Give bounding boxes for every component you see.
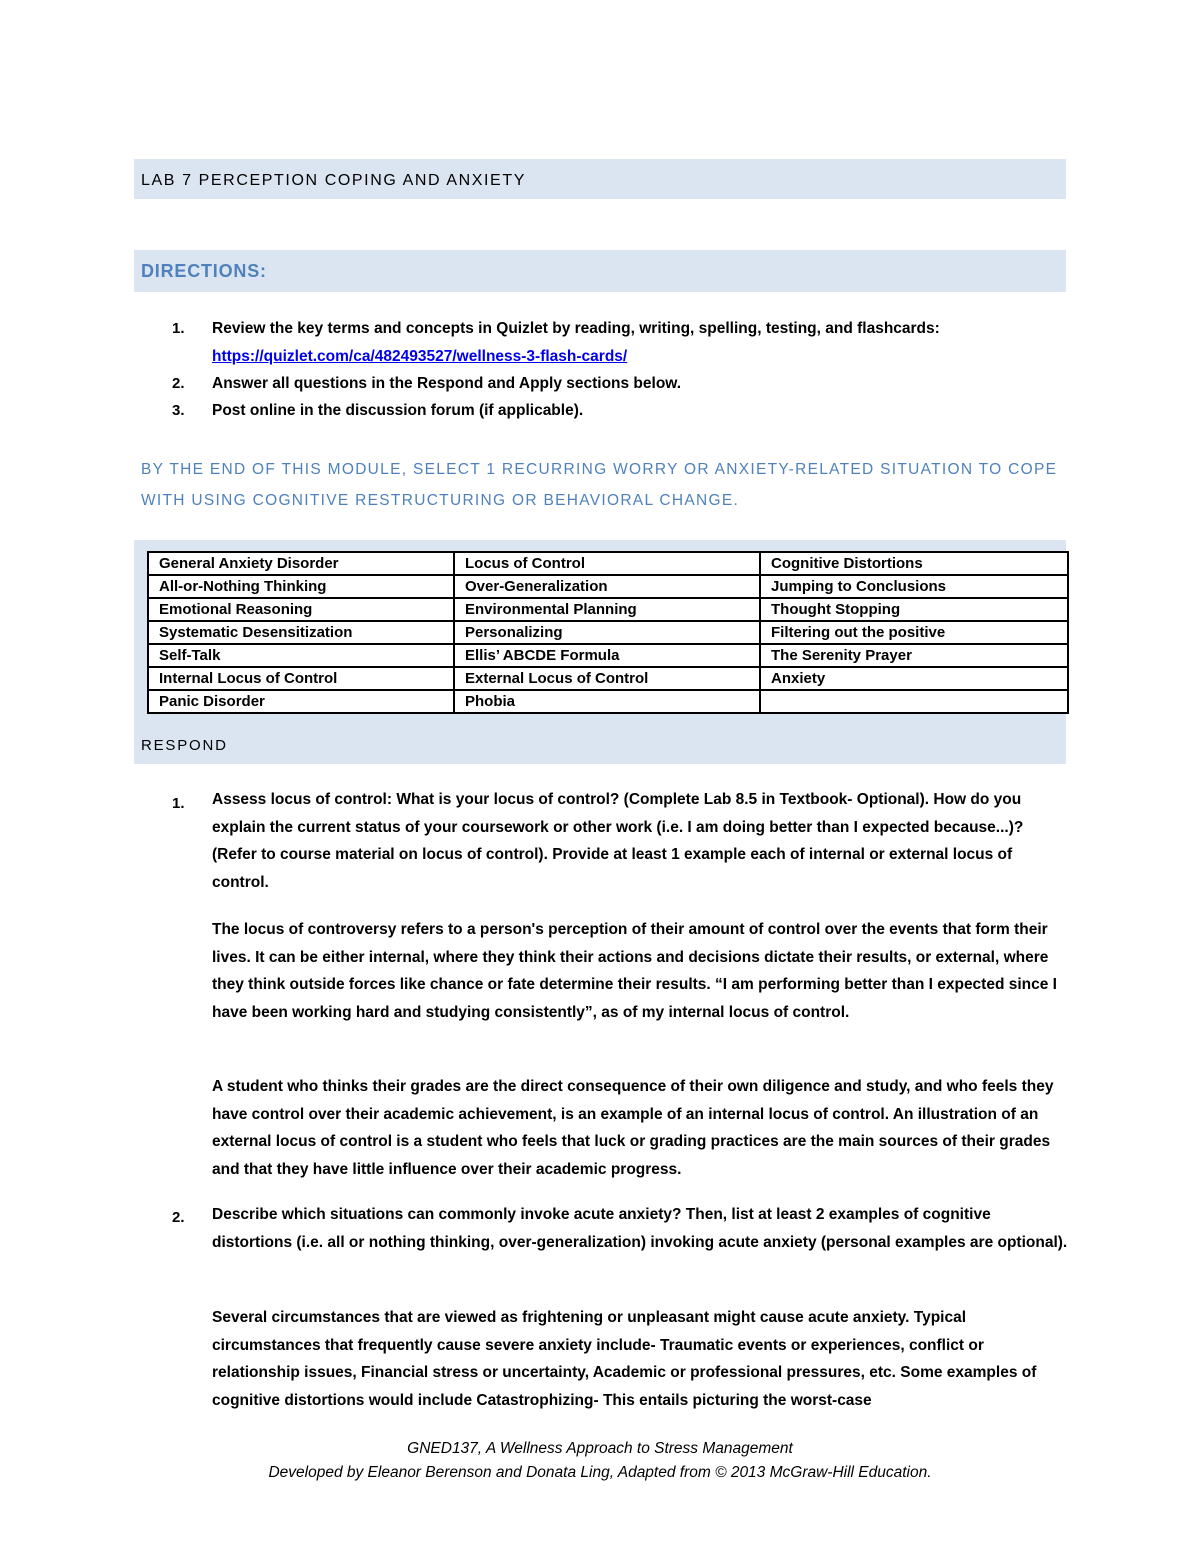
table-cell: Cognitive Distortions bbox=[760, 552, 1068, 575]
table-cell: Locus of Control bbox=[454, 552, 760, 575]
table-cell: External Locus of Control bbox=[454, 667, 760, 690]
respond-heading: RESPOND bbox=[141, 737, 228, 754]
directions-item-2: Answer all questions in the Respond and Apply sections below. bbox=[212, 375, 682, 392]
table-cell: Over-Generalization bbox=[454, 575, 760, 598]
footer-course-line: GNED137, A Wellness Approach to Stress Management bbox=[407, 1440, 793, 1457]
table-cell: Environmental Planning bbox=[454, 598, 760, 621]
directions-item-3: Post online in the discussion forum (if applicable). bbox=[212, 402, 584, 419]
table-cell: Thought Stopping bbox=[760, 598, 1068, 621]
table-cell: Internal Locus of Control bbox=[148, 667, 454, 690]
table-cell: Personalizing bbox=[454, 621, 760, 644]
table-cell: Ellis’ ABCDE Formula bbox=[454, 644, 760, 667]
table-cell: Systematic Desensitization bbox=[148, 621, 454, 644]
table-cell: All-or-Nothing Thinking bbox=[148, 575, 454, 598]
page-footer bbox=[0, 1437, 1200, 1485]
table-cell: Phobia bbox=[454, 690, 760, 713]
table-cell: Anxiety bbox=[760, 667, 1068, 690]
page-title: LAB 7 PERCEPTION COPING AND ANXIETY bbox=[141, 172, 526, 189]
lab-title-band bbox=[134, 159, 1066, 199]
directions-band bbox=[134, 250, 1066, 292]
table-row bbox=[148, 621, 1068, 644]
key-terms-table bbox=[147, 551, 1069, 714]
question-1-answer-2: A student who thinks their grades are the direct consequence of their own diligence and study, and who feels they have control over their academic achievement, is an example of an internal locus of control. An illustration of an external locus of control is a student who feels that luck or grading practices are the main sources of their grades and that they have little influence over their academic progress. bbox=[212, 1078, 1054, 1178]
table-row bbox=[148, 690, 1068, 713]
table-cell: General Anxiety Disorder bbox=[148, 552, 454, 575]
table-cell: Self-Talk bbox=[148, 644, 454, 667]
directions-heading: DIRECTIONS: bbox=[141, 261, 267, 281]
directions-item-1 bbox=[212, 315, 1068, 370]
table-row bbox=[148, 575, 1068, 598]
table-cell bbox=[760, 690, 1068, 713]
table-cell: Jumping to Conclusions bbox=[760, 575, 1068, 598]
directions-item-1-number: 1. bbox=[172, 320, 185, 337]
table-row bbox=[148, 667, 1068, 690]
question-1-answer-1: The locus of controversy refers to a person's perception of their amount of control over the events that form their lives. It can be either internal, where they think their actions and decisions dictate their results, or external, where they think outside forces like chance or fate determine their results. “I am performing better than I expected since I have been working hard and studying consistently”, as of my internal locus of control. bbox=[212, 921, 1057, 1021]
table-row bbox=[148, 644, 1068, 667]
question-1-text: Assess locus of control: What is your locus of control? (Complete Lab 8.5 in Textbook- Optional). How do you explain the current status of your coursework or other work (i.e. I am doing better than I expected because...)? (Refer to course material on locus of control). Provide at least 1 example each of internal or external locus of control. bbox=[212, 791, 1024, 891]
table-cell: Panic Disorder bbox=[148, 690, 454, 713]
question-1-number: 1. bbox=[172, 795, 185, 812]
footer-credit-line: Developed by Eleanor Berenson and Donata Ling, Adapted from © 2013 McGraw-Hill Education. bbox=[268, 1464, 932, 1481]
table-row bbox=[148, 552, 1068, 575]
directions-item-2-number: 2. bbox=[172, 375, 185, 392]
table-cell: The Serenity Prayer bbox=[760, 644, 1068, 667]
module-goal-note: BY THE END OF THIS MODULE, SELECT 1 RECURRING WORRY OR ANXIETY-RELATED SITUATION TO COPE WITH USING COGNITIVE RESTRUCTURING OR BEHAVIORAL CHANGE. bbox=[141, 461, 1058, 509]
table-row bbox=[148, 598, 1068, 621]
table-cell: Filtering out the positive bbox=[760, 621, 1068, 644]
question-2-answer-1: Several circumstances that are viewed as frightening or unpleasant might cause acute anxiety. Typical circumstances that frequently cause severe anxiety include- Traumatic events or experiences, conflict or relationship issues, Financial stress or uncertainty, Academic or professional pressures, etc. Some examples of cognitive distortions would include Catastrophizing- This entails picturing the worst-case bbox=[212, 1309, 1037, 1409]
question-2-number: 2. bbox=[172, 1209, 185, 1226]
directions-item-3-number: 3. bbox=[172, 402, 185, 419]
question-2-text: Describe which situations can commonly invoke acute anxiety? Then, list at least 2 examples of cognitive distortions (i.e. all or nothing thinking, over-generalization) invoking acute anxiety (personal examples are optional). bbox=[212, 1206, 1068, 1251]
quizlet-link[interactable]: https://quizlet.com/ca/482493527/wellness-3-flash-cards/ bbox=[212, 347, 628, 365]
directions-item-1-text: Review the key terms and concepts in Quizlet by reading, writing, spelling, testing, and flashcards: bbox=[212, 320, 940, 337]
table-cell: Emotional Reasoning bbox=[148, 598, 454, 621]
